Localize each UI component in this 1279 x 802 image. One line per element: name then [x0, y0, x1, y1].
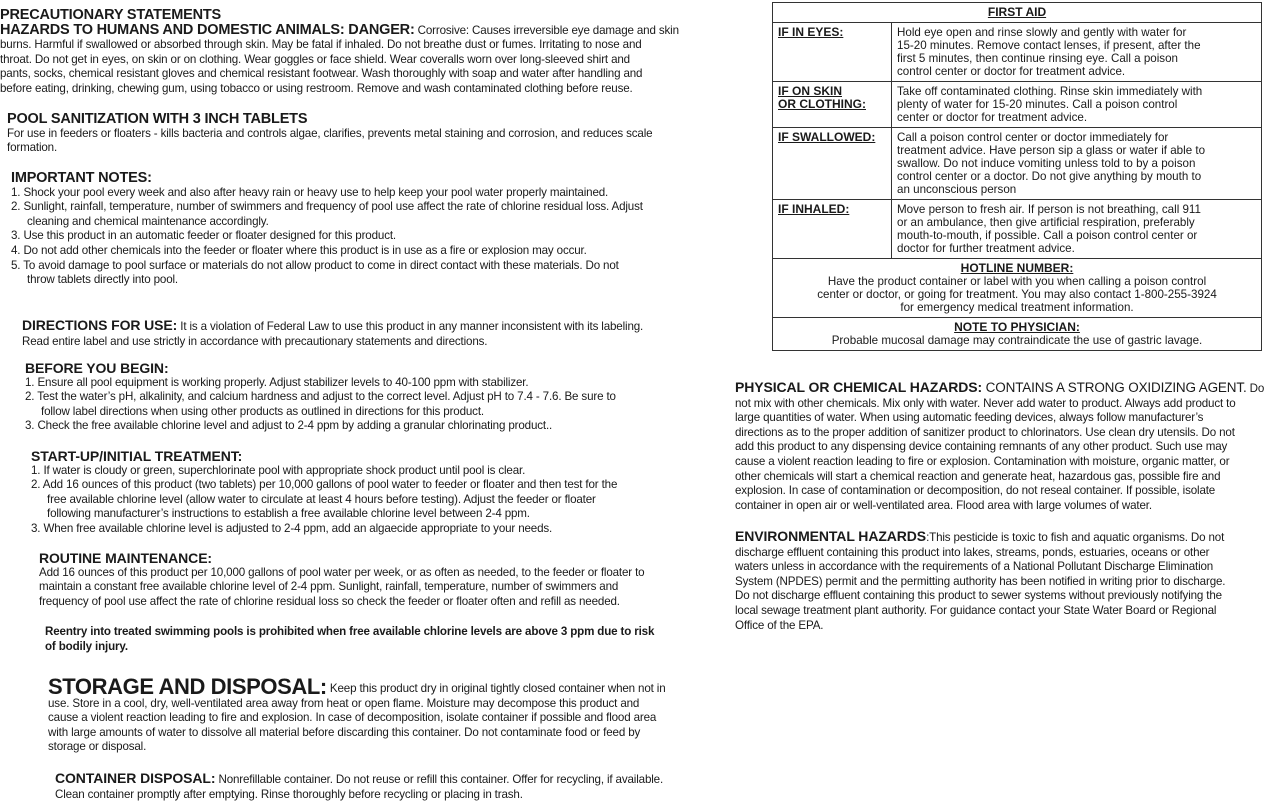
physical-hazards-heading: PHYSICAL OR CHEMICAL HAZARDS: — [735, 379, 983, 395]
physical-hazards-lead: CONTAINS A STRONG OXIDIZING AGENT. — [982, 380, 1247, 395]
hazards-line: before eating, drinking, chewing gum, using tobacco or using restroom. Remove and wash contaminated clothing before reuse. — [0, 81, 633, 95]
directions-section — [22, 318, 712, 349]
environmental-line: waters unless in accordance with the requirements of a National Pollutant Discharge Elimination — [735, 560, 1214, 574]
storage-text: Keep this product dry in original tightly closed container when not in — [326, 682, 666, 695]
environmental-line: Do not discharge effluent containing this product to sewer systems without previously notifying the — [735, 589, 1222, 603]
hotline-row — [773, 259, 1262, 318]
step-item: 2. Add 16 ounces of this product (two tablets) per 10,000 gallons of pool water to feeder or floater and then test for the — [31, 478, 618, 492]
physical-line: other chemicals will start a chemical reaction and generate heat, hazardous gas, possible fire and — [735, 469, 1221, 483]
first-aid-table — [772, 2, 1262, 351]
physical-line: explosion. In case of contamination or decomposition, do not reseal container. If possible, isolate — [735, 484, 1216, 498]
directions-text: It is a violation of Federal Law to use this product in any manner inconsistent with its labeling. — [177, 320, 644, 333]
container-line: Clean container promptly after emptying. Rinse thoroughly before recycling or placing in trash. — [55, 787, 523, 801]
step-item-cont: following manufacturer’s instructions to establish a free available chlorine level between 2-4 ppm. — [47, 507, 530, 521]
note-item-cont: throw tablets directly into pool. — [27, 273, 178, 287]
first-aid-title: FIRST AID — [987, 5, 1047, 19]
hazards-line: throat. Do not get in eyes, on skin or on clothing. Wear goggles or face shield. Wear coveralls worn over long-sleeved shirt and — [0, 52, 630, 66]
first-aid-row — [773, 128, 1262, 200]
physical-line: directions as to the proper addition of sanitizer product to chlorinators. Use clean dry utensils. Do not — [735, 425, 1235, 439]
hazards-heading: HAZARDS TO HUMANS AND DOMESTIC ANIMALS: DANGER: — [0, 21, 415, 38]
storage-line: use. Store in a cool, dry, well-ventilated area away from heat or open flame. Moisture may decompose this product and — [48, 696, 640, 710]
storage-line: with large amounts of water to dissolve all material before discarding this container. Do not contaminate food or feed by — [48, 725, 641, 739]
storage-heading: STORAGE AND DISPOSAL: — [48, 674, 327, 699]
storage-line: cause a violent reaction leading to fire and explosion. In case of decomposition, isolate container if possible and flood area — [48, 711, 657, 725]
container-heading: CONTAINER DISPOSAL: — [55, 770, 216, 786]
hazards-line: burns. Harmful if swallowed or absorbed through skin. May be fatal if inhaled. Do not breathe dust or fumes. Irritating to nose and — [0, 38, 642, 52]
step-item-cont: follow label directions when using other products as outlined in directions for this product. — [41, 404, 484, 418]
environmental-line: local sewage treatment plant authority. For guidance contact your State Water Board or Regional — [735, 603, 1217, 617]
reentry-line: Reentry into treated swimming pools is prohibited when free available chlorine levels are above 3 ppm due to risk — [45, 625, 655, 638]
environmental-hazards-heading: ENVIRONMENTAL HAZARDS — [735, 528, 927, 544]
step-item: 3. Check the free available chlorine level and adjust to 2-4 ppm by adding a granular chlorinating product.. — [25, 419, 553, 433]
first-aid-row — [773, 200, 1262, 259]
hazards-text: Corrosive: Causes irreversible eye damage and skin — [414, 23, 679, 37]
routine-line: maintain a constant free available chlorine level of 2-4 ppm. Sunlight, rainfall, temperature, number of swimmers and — [39, 580, 619, 594]
routine-line: Add 16 ounces of this product per 10,000 gallons of pool water per week, or as often as needed, to the feeder or floater to — [39, 565, 645, 579]
physical-hazards-section — [735, 380, 1277, 513]
first-aid-label: IF SWALLOWED: — [773, 128, 892, 200]
important-notes-section — [11, 171, 701, 288]
note-item: 4. Do not add other chemicals into the feeder or floater where this product is in use as a fire or explosion may occur. — [11, 243, 587, 257]
note-item: 3. Use this product in an automatic feeder or floater designed for this product. — [11, 229, 396, 243]
first-aid-label: IF IN EYES: — [773, 23, 892, 82]
before-begin-section — [25, 361, 715, 434]
storage-section — [48, 674, 708, 755]
first-aid-instruction: Take off contaminated clothing. Rinse skin immediately with plenty of water for 15-20 minutes. Call a poison control center or doctor for treatment advice. — [892, 82, 1262, 128]
reentry-line: of bodily injury. — [45, 639, 128, 653]
physician-row — [773, 318, 1262, 351]
container-text: Nonrefillable container. Do not reuse or refill this container. Offer for recycling, if available. — [215, 773, 664, 786]
routine-line: frequency of pool use affect the rate of chlorine residual loss so check the feeder or floater often and refill as needed. — [39, 594, 620, 608]
physical-line: not mix with other chemicals. Mix only with water. Never add water to product. Always add product to — [735, 396, 1236, 410]
physical-line: container in open air or well-ventilated area. Flood area with large volumes of water. — [735, 498, 1152, 512]
note-item: 2. Sunlight, rainfall, temperature, number of swimmers and frequency of pool use affect the rate of chlorine residual loss. Adjust — [11, 200, 643, 214]
startup-section — [31, 449, 721, 537]
first-aid-instruction: Move person to fresh air. If person is not breathing, call 911 or an ambulance, then give artificial respiration, preferably mouth-to-mouth, if possible. Call a poison control center or doctor for further treatment advice. — [892, 200, 1262, 259]
environmental-line: System (NPDES) permit and the permitting authority has been notified in writing prior to discharge. — [735, 574, 1226, 588]
step-item: 1. If water is cloudy or green, superchlorinate pool with appropriate shock product until pool is clear. — [31, 463, 526, 477]
first-aid-instruction: Hold eye open and rinse slowly and gently with water for 15-20 minutes. Remove contact lenses, if present, after the first 5 minutes, then continue rinsing eye. Call a poison control center or doctor for treatment advice. — [892, 23, 1262, 82]
environmental-line: Office of the EPA. — [735, 618, 824, 632]
step-item: 2. Test the water’s pH, alkalinity, and calcium hardness and adjust to the correct level. Adjust pH to 7.4 - 7.6. Be sure to — [25, 390, 616, 404]
routine-section — [39, 551, 689, 609]
precautionary-heading: PRECAUTIONARY STATEMENTS — [0, 7, 222, 23]
hotline-line: for emergency medical treatment information. — [900, 301, 1134, 314]
hazards-line: pants, socks, chemical resistant gloves and chemical resistant footwear. Wash thoroughly with soap and water after handling and — [0, 67, 643, 81]
physical-line: cause a violent reaction leading to fire or explosion. Contamination with moisture, organic matter, or — [735, 454, 1230, 468]
important-notes-heading: IMPORTANT NOTES: — [11, 170, 152, 186]
sanitization-line: formation. — [7, 141, 58, 155]
step-item: 3. When free available chlorine level is adjusted to 2-4 ppm, add an algaecide appropriate to your needs. — [31, 521, 553, 535]
reentry-warning — [45, 625, 705, 654]
physical-line: add this product to any dispensing device containing remnants of any other product. Such use may — [735, 440, 1228, 454]
first-aid-row — [773, 82, 1262, 128]
physician-line: Probable mucosal damage may contraindicate the use of gastric lavage. — [831, 334, 1203, 347]
container-section — [55, 771, 705, 802]
environmental-text: :This pesticide is toxic to fish and aquatic organisms. Do not — [926, 531, 1225, 544]
note-item: 5. To avoid damage to pool surface or materials do not allow product to come in direct contact with these materials. Do not — [11, 258, 619, 272]
storage-line: storage or disposal. — [48, 740, 147, 754]
step-item-cont: free available chlorine level (allow water to circulate at least 4 hours before testing). Adjust the feeder or floater — [47, 492, 596, 506]
sanitization-line: For use in feeders or floaters - kills bacteria and controls algae, clarifies, prevents metal staining and corrosion, and reduces scale — [7, 126, 653, 140]
first-aid-label: IF ON SKIN OR CLOTHING: — [773, 82, 892, 128]
sanitization-section — [7, 112, 697, 156]
first-aid-row — [773, 23, 1262, 82]
physical-hazards-tail: Do — [1246, 382, 1265, 395]
before-begin-heading: BEFORE YOU BEGIN: — [25, 360, 169, 376]
first-aid-instruction: Call a poison control center or doctor immediately for treatment advice. Have person sip a glass or water if able to swallow. Do not induce vomiting unless told to by a poison control center or a doctor. Do not give anything by mouth to an unconscious person — [892, 128, 1262, 200]
note-item: 1. Shock your pool every week and also after heavy rain or heavy use to help keep your pool water properly maintained. — [11, 185, 609, 199]
routine-heading: ROUTINE MAINTENANCE: — [39, 550, 212, 566]
physical-line: large quantities of water. When using automatic feeding devices, always follow manufacturer’s — [735, 411, 1204, 425]
hotline-heading: HOTLINE NUMBER: — [960, 261, 1074, 275]
environmental-hazards-section — [735, 529, 1277, 633]
hotline-line: Have the product container or label with you when calling a poison control — [827, 275, 1207, 288]
precautionary-section — [0, 8, 690, 97]
startup-heading: START-UP/INITIAL TREATMENT: — [31, 448, 243, 464]
physician-heading: NOTE TO PHYSICIAN: — [954, 320, 1080, 334]
note-item-cont: cleaning and chemical maintenance accordingly. — [27, 214, 269, 228]
step-item: 1. Ensure all pool equipment is working properly. Adjust stabilizer levels to 40-100 ppm with stabilizer. — [25, 375, 529, 389]
directions-heading: DIRECTIONS FOR USE: — [22, 317, 178, 333]
directions-line: Read entire label and use strictly in accordance with precautionary statements and directions. — [22, 334, 488, 348]
sanitization-heading: POOL SANITIZATION WITH 3 INCH TABLETS — [7, 111, 308, 127]
environmental-line: discharge effluent containing this product into lakes, streams, ponds, estuaries, oceans or other — [735, 545, 1210, 559]
hotline-line: center or doctor, or going for treatment. You may also contact 1-800-255-3924 — [817, 288, 1217, 301]
first-aid-label: IF INHALED: — [773, 200, 892, 259]
